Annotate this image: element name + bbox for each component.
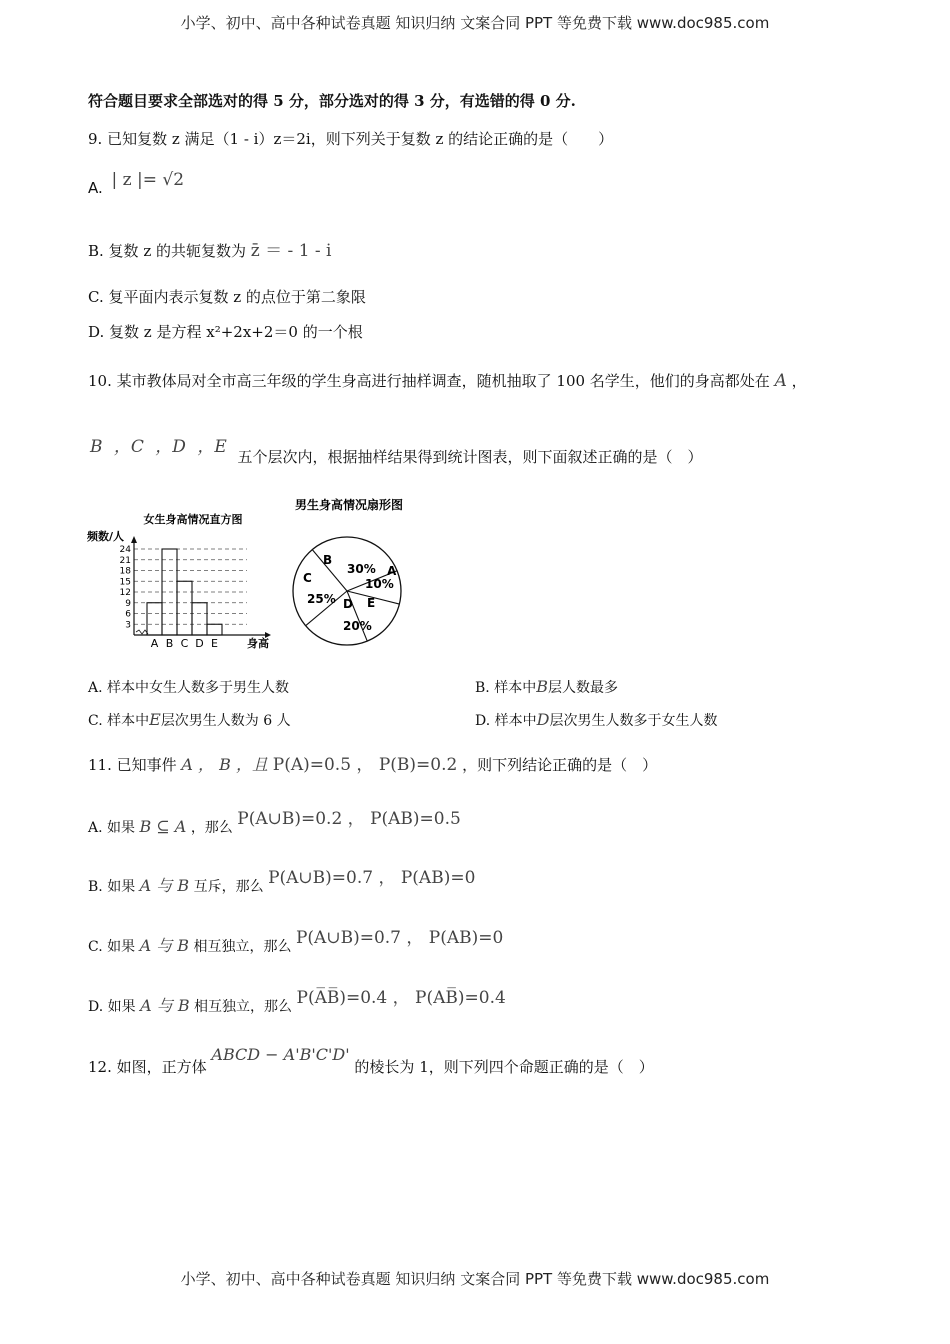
pie-slice-value: 25% [307, 592, 336, 606]
q10-option-c-pre: C. 样本中 [88, 713, 150, 729]
q11-option-c-mid: 相互独立，那么 [193, 939, 292, 955]
pie-slice-value: 10% [365, 577, 394, 591]
option-b-math: z̄ ＝ - 1 - i [250, 241, 332, 261]
pie-title: 男生身高情况扇形图 [294, 498, 404, 512]
q10-option-b-var: B [536, 677, 548, 696]
q11-option-a-math: P(A∪B)=0.2 ， P(AB)=0.5 [237, 809, 461, 829]
section-instructions: 符合题目要求全部选对的得 5 分，部分选对的得 3 分，有选错的得 0 分. [88, 92, 576, 110]
q11-stem-math: P(A)=0.5 ， P(B)=0.2 [272, 755, 458, 775]
q10-option-c [88, 710, 291, 730]
q11-option-c-cond: A 与 B [139, 936, 190, 955]
q10-option-d-post: 层次男生人数多于女生人数 [549, 713, 718, 729]
q11-option-c-math: P(A∪B)=0.7 ， P(AB)=0 [295, 928, 504, 948]
histogram-ytick-label: 9 [125, 598, 131, 609]
q10-option-c-post: 层次男生人数为 6 人 [160, 713, 291, 729]
pie-slice-label: A [387, 564, 397, 578]
histogram-xtick-label: E [211, 637, 218, 650]
q10-option-b [475, 677, 618, 697]
q12-stem-pre: 12. 如图，正方体 [88, 1058, 207, 1076]
histogram-ytick-label: 6 [125, 609, 131, 620]
histogram-ytick-label: 3 [125, 620, 131, 631]
q11-stem-var: A ， B ，且 [181, 755, 268, 774]
question-9-option-b [88, 236, 332, 261]
q11-option-c [88, 928, 504, 956]
q10-comma: ， [791, 372, 807, 390]
y-axis-arrow-icon [131, 536, 137, 543]
histogram-xtick-label: D [195, 637, 204, 650]
male-height-pie-chart [285, 490, 435, 655]
q10-var-a: A [774, 371, 787, 391]
q11-option-c-pre: C. 如果 [88, 939, 136, 955]
page-footer: 小学、初中、高中各种试卷真题 知识归纳 文案合同 PPT 等免费下载 www.doc985.com [180, 1270, 770, 1288]
q11-option-b [88, 868, 476, 896]
q11-option-a-pre: A. 如果 [88, 820, 136, 836]
pie-slice-label: E [367, 596, 376, 610]
question-12-stem [88, 1045, 654, 1077]
q10-vars: B ，C ，D ，E [90, 437, 227, 457]
pie-slice-label: C [303, 571, 312, 585]
question-11-stem [88, 750, 657, 775]
option-label: A. [88, 179, 103, 197]
q10-option-c-var: E [149, 710, 161, 729]
question-9-option-d: D. 复数 z 是方程 x²+2x+2＝0 的一个根 [88, 323, 363, 341]
q11-option-b-math: P(A∪B)=0.7 ， P(AB)=0 [268, 868, 476, 888]
q10-stem-text-2: 五个层次内，根据抽样结果得到统计图表，则下面叙述正确的是（ ） [237, 448, 703, 466]
q11-option-d [88, 988, 506, 1016]
q12-stem-post: 的棱长为 1，则下列四个命题正确的是（ ） [354, 1058, 654, 1076]
axis-break-icon [136, 630, 148, 634]
q11-stem-pre: 11. 已知事件 [88, 756, 177, 774]
question-9-option-c: C. 复平面内表示复数 z 的点位于第二象限 [88, 288, 366, 306]
pie-slice-label: B [323, 553, 333, 567]
option-b-text: B. 复数 z 的共轭复数为 [88, 242, 246, 260]
option-a-math: | z |= √2 [111, 170, 185, 190]
question-10-stem-line1 [88, 370, 807, 391]
q11-option-a [88, 809, 461, 837]
q10-option-d-var: D [536, 710, 550, 729]
histogram-ytick-label: 12 [119, 588, 131, 598]
q11-option-d-math: P(A̅B̅)=0.4 ， P(AB̅)=0.4 [296, 988, 506, 1008]
histogram-ytick-label: 24 [119, 545, 131, 555]
question-9-option-a [88, 170, 185, 197]
pie-slice-value: 20% [343, 619, 372, 633]
q11-option-a-mid: ，那么 [190, 820, 233, 836]
histogram-bar [192, 603, 207, 635]
histogram-bar [177, 581, 192, 635]
female-height-histogram [85, 505, 280, 655]
q11-option-d-cond: A 与 B [140, 996, 190, 1015]
page-header: 小学、初中、高中各种试卷真题 知识归纳 文案合同 PPT 等免费下载 www.doc985.com [180, 14, 770, 32]
q10-option-a: A. 样本中女生人数多于男生人数 [88, 680, 290, 696]
q11-option-a-cond: B ⊆ A [139, 817, 187, 836]
q11-option-d-pre: D. 如果 [88, 999, 136, 1015]
histogram-bar [147, 603, 162, 635]
histogram-xtick-label: B [165, 637, 174, 650]
histogram-xtick-label: C [180, 637, 189, 650]
q10-option-d [475, 710, 717, 730]
q11-option-b-cond: A 与 B [139, 876, 190, 895]
histogram-title: 女生身高情况直方图 [143, 513, 243, 526]
q10-option-b-pre: B. 样本中 [475, 680, 537, 696]
q10-stem-text: 10. 某市教体局对全市高三年级的学生身高进行抽样调查，随机抽取了 100 名学生，他们的身高都处在 [88, 372, 770, 390]
histogram-ytick-label: 21 [119, 555, 131, 566]
histogram-ylabel: 频数/人 [87, 530, 125, 543]
q11-stem-post: ，则下列结论正确的是（ ） [462, 756, 658, 774]
q11-option-b-pre: B. 如果 [88, 879, 136, 895]
question-9-stem: 9. 已知复数 z 满足（1 - i）z＝2i，则下列关于复数 z 的结论正确的是（ ） [88, 130, 614, 148]
q10-option-d-pre: D. 样本中 [475, 713, 537, 729]
q10-option-b-post: 层人数最多 [547, 680, 618, 696]
histogram-bar [207, 624, 222, 635]
q11-option-d-mid: 相互独立，那么 [194, 999, 293, 1015]
histogram-ytick-label: 15 [119, 577, 131, 588]
pie-slice-value: 30% [347, 562, 376, 576]
q12-stem-math: ABCD − A'B'C'D' [211, 1045, 350, 1064]
pie-slice-label: D [343, 597, 353, 611]
histogram-xlabel: 身高 [247, 637, 269, 650]
histogram-xtick-label: A [150, 637, 159, 650]
question-10-stem-line2 [90, 432, 703, 466]
histogram-ytick-label: 18 [119, 566, 131, 577]
q11-option-b-mid: 互斥，那么 [193, 879, 264, 895]
